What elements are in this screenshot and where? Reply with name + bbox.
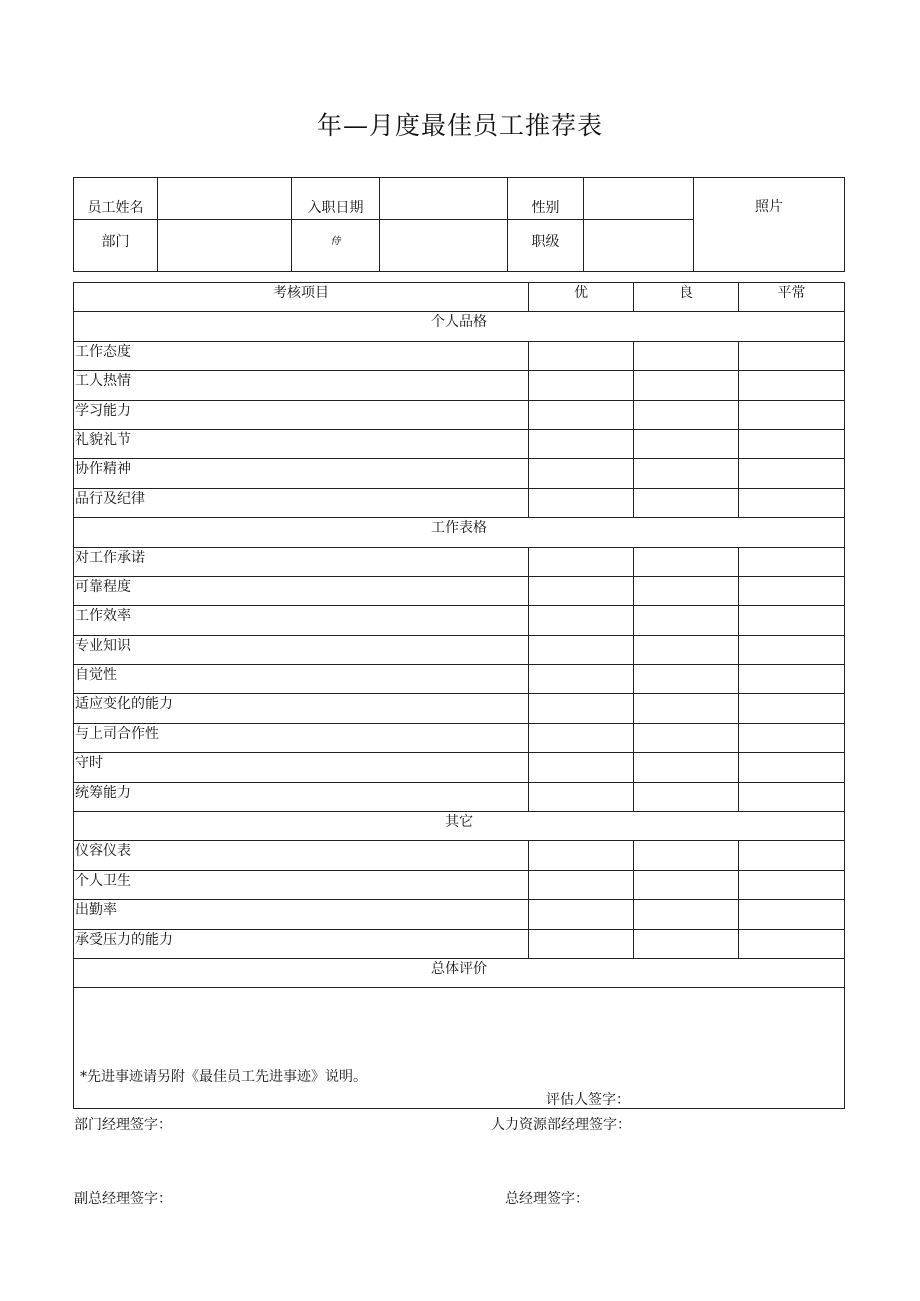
criterion-label: 仪容仪表 (74, 841, 529, 870)
criterion-label: 个人卫生 (74, 870, 529, 899)
rating-average-cell[interactable] (739, 371, 845, 400)
dept-field[interactable] (158, 220, 292, 272)
table-row (74, 371, 845, 400)
rating-average-cell[interactable] (739, 782, 845, 811)
rating-excellent-cell[interactable] (529, 694, 634, 723)
rating-good-cell[interactable] (634, 753, 739, 782)
rating-good-cell[interactable] (634, 723, 739, 752)
header-average: 平常 (739, 283, 845, 312)
rating-good-cell[interactable] (634, 841, 739, 870)
photo-box[interactable] (694, 178, 845, 272)
rating-average-cell[interactable] (739, 429, 845, 458)
rating-excellent-cell[interactable] (529, 870, 634, 899)
rating-excellent-cell[interactable] (529, 723, 634, 752)
rating-good-cell[interactable] (634, 606, 739, 635)
overall-evaluation-title: 总体评价 (74, 958, 845, 987)
section-row (74, 312, 845, 341)
table-row (74, 429, 845, 458)
employee-info-table (73, 177, 845, 272)
rating-excellent-cell[interactable] (529, 576, 634, 605)
rating-average-cell[interactable] (739, 400, 845, 429)
header-good: 良 (634, 283, 739, 312)
overall-body-row (74, 988, 845, 1109)
rating-excellent-cell[interactable] (529, 606, 634, 635)
rating-excellent-cell[interactable] (529, 929, 634, 958)
section-row (74, 518, 845, 547)
criterion-label: 工作态度 (74, 341, 529, 370)
grade-label: 职级 (508, 220, 584, 272)
rating-average-cell[interactable] (739, 900, 845, 929)
rating-average-cell[interactable] (739, 723, 845, 752)
rating-excellent-cell[interactable] (529, 547, 634, 576)
gender-label: 性别 (508, 178, 584, 220)
criterion-label: 统筹能力 (74, 782, 529, 811)
criterion-label: 工作效率 (74, 606, 529, 635)
rating-excellent-cell[interactable] (529, 635, 634, 664)
header-excellent: 优 (529, 283, 634, 312)
criterion-label: 出勤率 (74, 900, 529, 929)
gender-field[interactable] (584, 178, 694, 220)
table-row (74, 635, 845, 664)
criterion-label: 承受压力的能力 (74, 929, 529, 958)
rating-excellent-cell[interactable] (529, 488, 634, 517)
criterion-label: 品行及纪律 (74, 488, 529, 517)
table-row (74, 341, 845, 370)
overall-title-row (74, 958, 845, 987)
rating-average-cell[interactable] (739, 665, 845, 694)
table-row (74, 841, 845, 870)
rating-good-cell[interactable] (634, 341, 739, 370)
section-title: 个人品格 (74, 312, 845, 341)
table-row (74, 665, 845, 694)
rating-good-cell[interactable] (634, 665, 739, 694)
table-row (74, 929, 845, 958)
page-title: 年—月度最佳员工推荐表 (316, 111, 603, 140)
table-row (74, 400, 845, 429)
rating-good-cell[interactable] (634, 694, 739, 723)
criterion-label: 工人热情 (74, 371, 529, 400)
section-title: 其它 (74, 812, 845, 841)
rating-excellent-cell[interactable] (529, 841, 634, 870)
rating-average-cell[interactable] (739, 870, 845, 899)
rating-average-cell[interactable] (739, 576, 845, 605)
rating-good-cell[interactable] (634, 371, 739, 400)
hire-date-label: 入职日期 (292, 178, 380, 220)
name-label: 员工姓名 (74, 178, 158, 220)
photo-label: 照片 (755, 199, 783, 215)
gm-signature: 总经理签字： (505, 1191, 589, 1207)
rating-average-cell[interactable] (739, 841, 845, 870)
rating-good-cell[interactable] (634, 576, 739, 605)
grade-field[interactable] (584, 220, 694, 272)
rating-good-cell[interactable] (634, 459, 739, 488)
evaluation-table (73, 282, 845, 1109)
rating-average-cell[interactable] (739, 635, 845, 664)
table-row (74, 488, 845, 517)
criterion-label: 守时 (74, 753, 529, 782)
section-title: 工作表格 (74, 518, 845, 547)
header-item: 考核项目 (74, 283, 529, 312)
rating-excellent-cell[interactable] (529, 753, 634, 782)
rating-good-cell[interactable] (634, 929, 739, 958)
rating-excellent-cell[interactable] (529, 665, 634, 694)
rating-average-cell[interactable] (739, 547, 845, 576)
dept-manager-signature: 部门经理签字： (74, 1117, 172, 1133)
rating-good-cell[interactable] (634, 870, 739, 899)
rating-excellent-cell[interactable] (529, 782, 634, 811)
dept-label: 部门 (74, 220, 158, 272)
rating-average-cell[interactable] (739, 929, 845, 958)
table-row (74, 606, 845, 635)
rating-good-cell[interactable] (634, 900, 739, 929)
table-row (74, 694, 845, 723)
rating-good-cell[interactable] (634, 635, 739, 664)
criterion-label: 自觉性 (74, 665, 529, 694)
criterion-label: 与上司合作性 (74, 723, 529, 752)
table-row (74, 753, 845, 782)
rating-good-cell[interactable] (634, 782, 739, 811)
overall-evaluation-box[interactable] (74, 988, 845, 1109)
rating-excellent-cell[interactable] (529, 900, 634, 929)
rating-excellent-cell[interactable] (529, 341, 634, 370)
position-label: 侍 (292, 220, 380, 272)
criterion-label: 可靠程度 (74, 576, 529, 605)
rating-average-cell[interactable] (739, 488, 845, 517)
hr-manager-signature: 人力资源部经理签字： (491, 1117, 631, 1133)
criterion-label: 专业知识 (74, 635, 529, 664)
evaluator-signature-label: 评估人签字： (546, 1092, 630, 1109)
rating-average-cell[interactable] (739, 459, 845, 488)
criterion-label: 协作精神 (74, 459, 529, 488)
rating-good-cell[interactable] (634, 400, 739, 429)
rating-excellent-cell[interactable] (529, 400, 634, 429)
name-field[interactable] (158, 178, 292, 220)
criterion-label: 对工作承诺 (74, 547, 529, 576)
table-row (74, 782, 845, 811)
table-row (74, 870, 845, 899)
criterion-label: 礼貌礼节 (74, 429, 529, 458)
rating-excellent-cell[interactable] (529, 429, 634, 458)
table-row (74, 459, 845, 488)
table-row (74, 900, 845, 929)
rating-average-cell[interactable] (739, 753, 845, 782)
rating-excellent-cell[interactable] (529, 459, 634, 488)
criterion-label: 适应变化的能力 (74, 694, 529, 723)
section-row (74, 812, 845, 841)
criterion-label: 学习能力 (74, 400, 529, 429)
deputy-gm-signature: 副总经理签字： (74, 1191, 172, 1207)
table-row (74, 723, 845, 752)
hire-date-field[interactable] (380, 178, 508, 220)
rating-good-cell[interactable] (634, 429, 739, 458)
position-field[interactable] (380, 220, 508, 272)
footnote: *先进事迹请另附《最佳员工先进事迹》说明。 (80, 1069, 367, 1085)
rating-average-cell[interactable] (739, 341, 845, 370)
rating-average-cell[interactable] (739, 694, 845, 723)
table-row (74, 547, 845, 576)
rating-excellent-cell[interactable] (529, 371, 634, 400)
table-row (74, 576, 845, 605)
rating-good-cell[interactable] (634, 488, 739, 517)
rating-average-cell[interactable] (739, 606, 845, 635)
rating-good-cell[interactable] (634, 547, 739, 576)
